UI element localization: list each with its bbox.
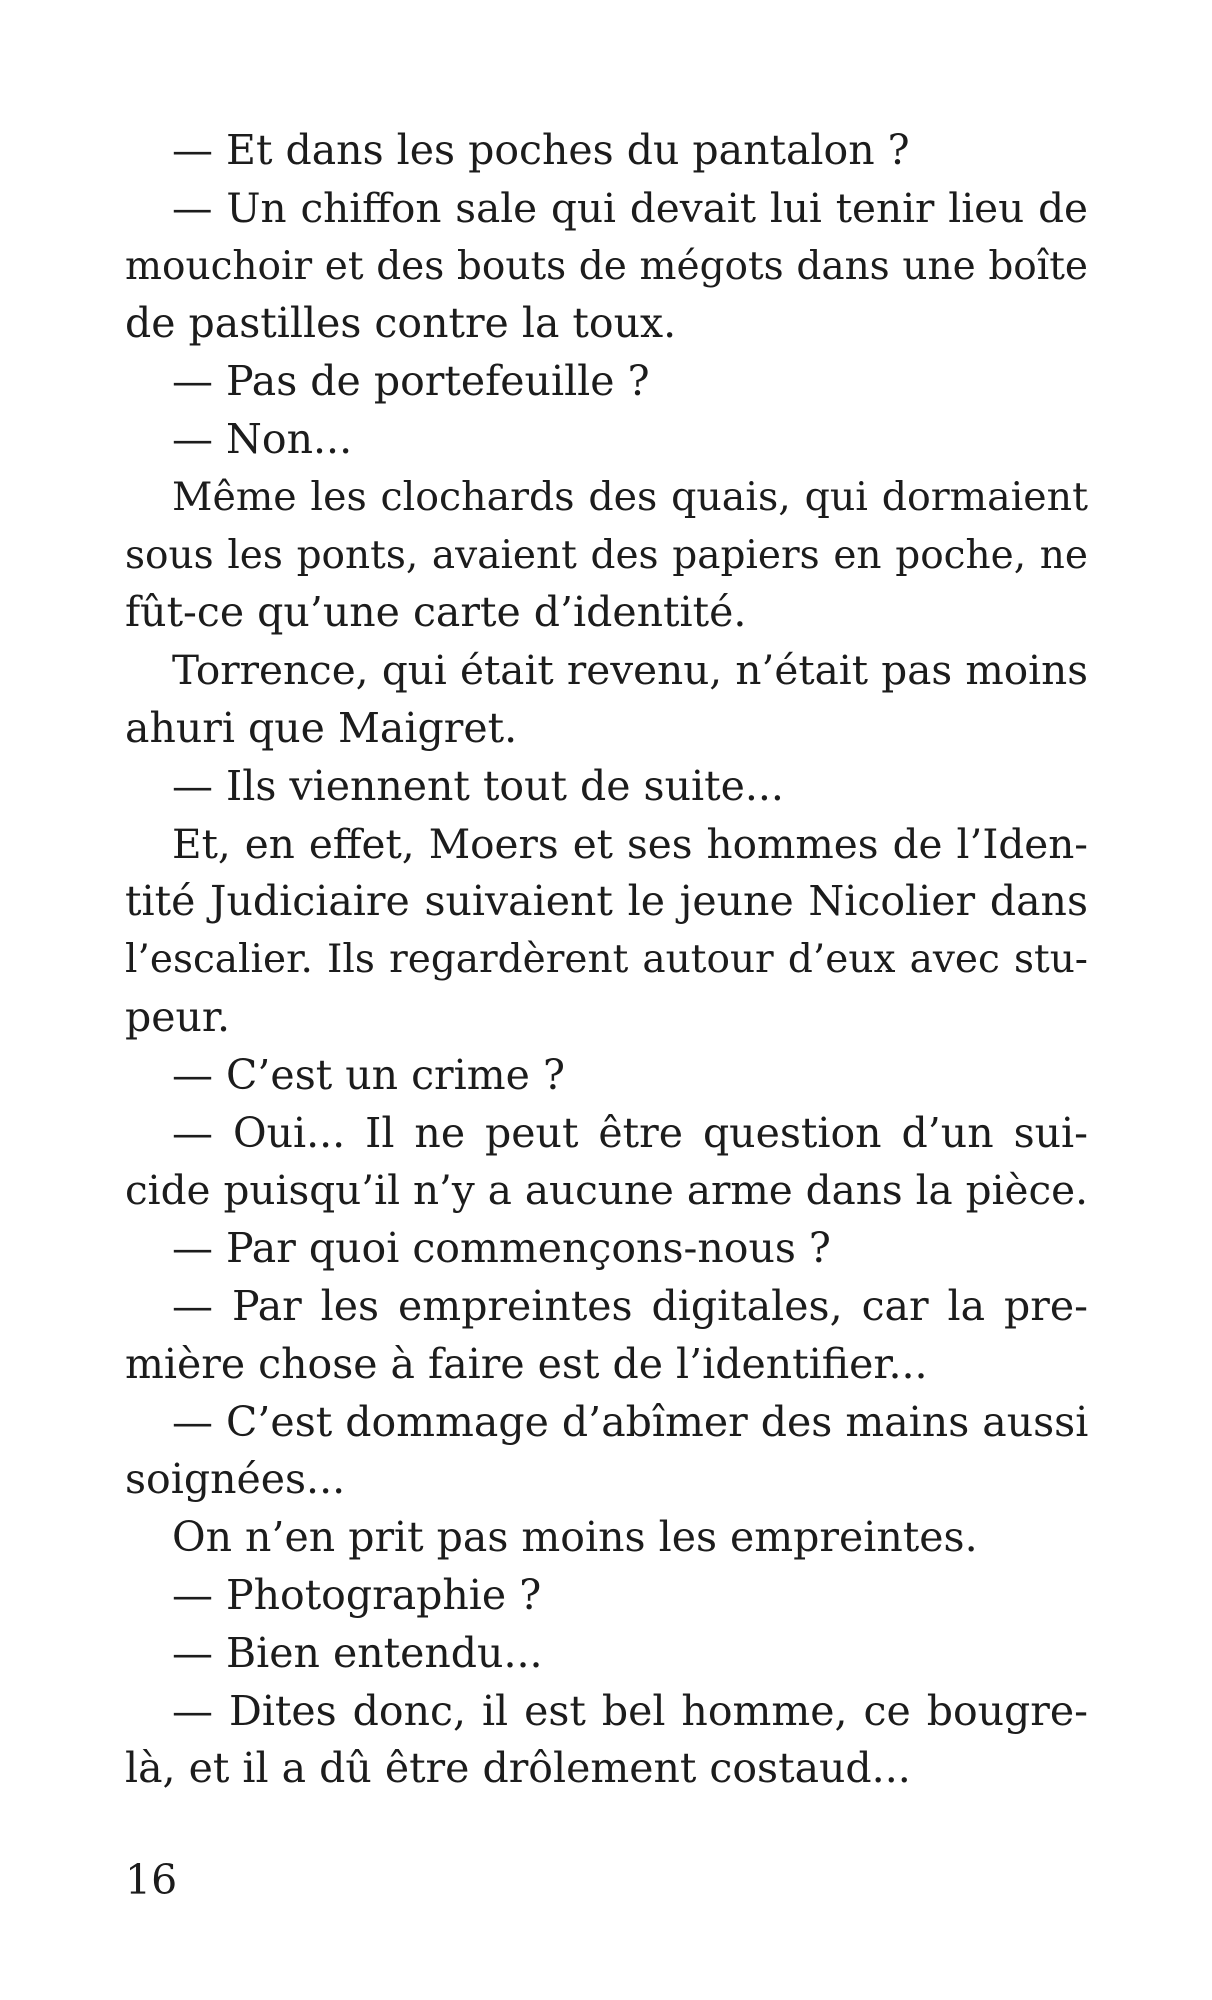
text-line: — Ils viennent tout de suite... xyxy=(172,761,784,810)
text-line: — C’est un crime ? xyxy=(172,1050,565,1099)
text-line: — Photographie ? xyxy=(172,1570,542,1619)
text-line: mouchoir et des bouts de mégots dans une boîte xyxy=(125,243,1088,289)
text-line: de pastilles contre la toux. xyxy=(125,299,677,348)
text-line: là, et il a dû être drôlement costaud... xyxy=(125,1744,911,1793)
text-line: sous les ponts, avaient des papiers en poche, ne xyxy=(125,532,1088,578)
text-line: — Et dans les poches du pantalon ? xyxy=(172,126,910,174)
text-line: — Bien entendu... xyxy=(172,1628,543,1677)
text-line: Torrence, qui était revenu, n’était pas moins xyxy=(172,646,1088,695)
text-line: l’escalier. Ils regardèrent autour d’eux avec stu- xyxy=(125,937,1088,983)
text-line: — Dites donc, il est bel homme, ce bougre- xyxy=(172,1686,1088,1735)
text-line: Même les clochards des quais, qui dormaient xyxy=(172,473,1088,520)
text-line: — Non... xyxy=(172,414,353,463)
text-line: cide puisqu’il n’y a aucune arme dans la pièce. xyxy=(125,1166,1088,1215)
text-line: — Pas de portefeuille ? xyxy=(172,357,650,406)
text-line: soignées... xyxy=(125,1455,346,1504)
text-line: mière chose à faire est de l’identifier... xyxy=(125,1339,928,1388)
page-number: 16 xyxy=(125,1856,178,1904)
text-line: tité Judiciaire suivaient le jeune Nicolier dans xyxy=(125,877,1088,926)
text-line: On n’en prit pas moins les empreintes. xyxy=(172,1513,978,1562)
text-line: peur. xyxy=(125,992,231,1041)
text-line: — Un chiffon sale qui devait lui tenir lieu de xyxy=(172,183,1088,232)
text-line: ahuri que Maigret. xyxy=(125,703,518,752)
text-line: — Par quoi commençons-nous ? xyxy=(172,1224,831,1273)
text-line: — C’est dommage d’abîmer des mains aussi xyxy=(172,1397,1088,1446)
text-line: fût-ce qu’une carte d’identité. xyxy=(125,588,747,637)
text-line: Et, en effet, Moers et ses hommes de l’Iden- xyxy=(172,819,1088,868)
body-text xyxy=(125,122,1088,1798)
text-line: — Par les empreintes digitales, car la pre- xyxy=(172,1281,1088,1330)
text-line: — Oui... Il ne peut être question d’un sui- xyxy=(172,1108,1088,1157)
